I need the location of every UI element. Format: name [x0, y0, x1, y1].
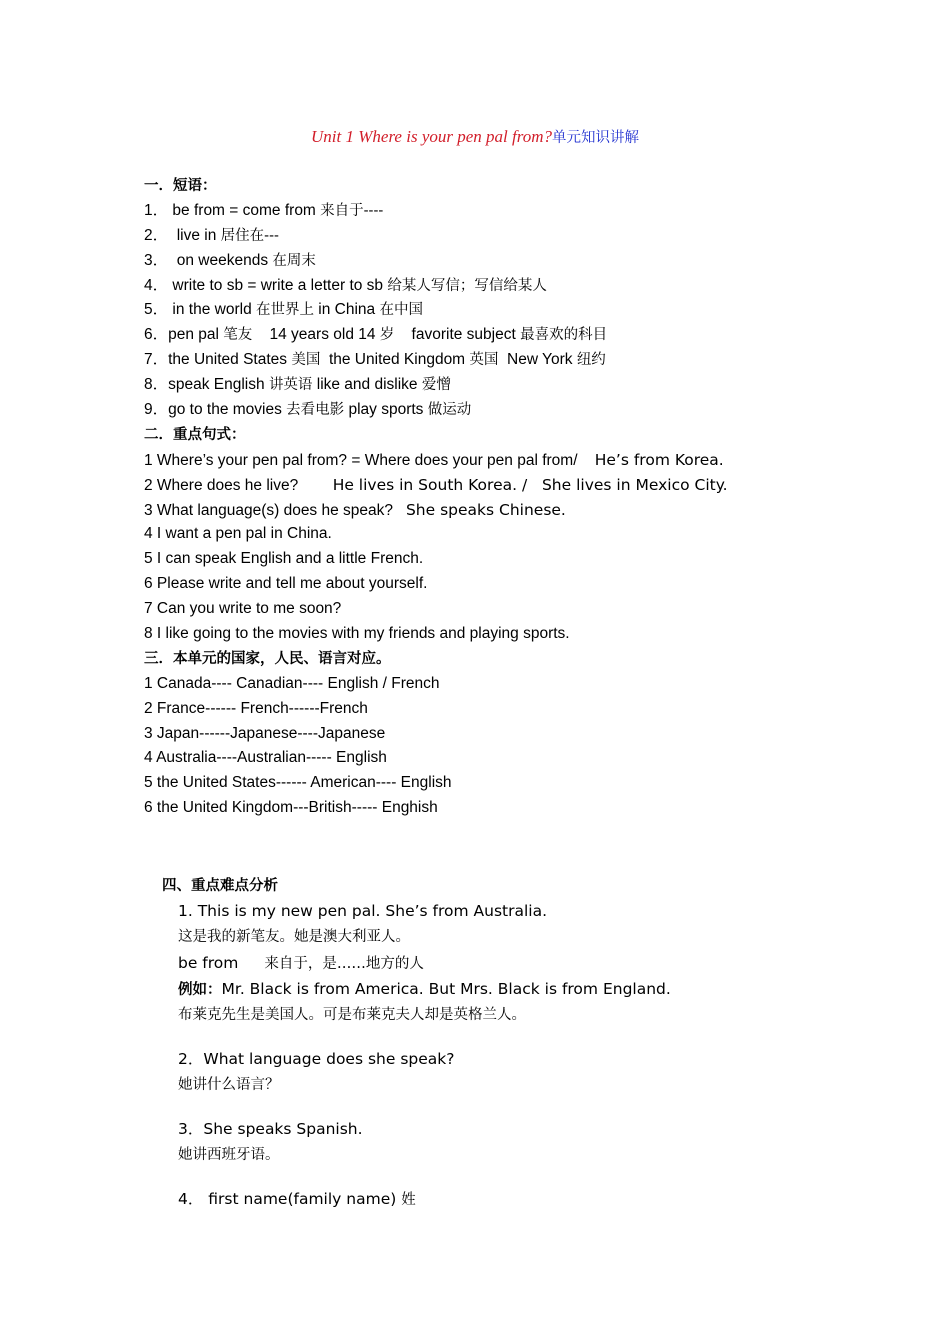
point2-sentence: 2．What language does she speak? [178, 1050, 455, 1068]
phrase-item-text: in China [314, 301, 380, 319]
country-item: 4 Australia----Australian----- English [144, 749, 387, 767]
phrase-item-text: 3． on weekends [144, 251, 273, 269]
sentence-item-text: 2 Where does he live? [144, 476, 333, 494]
sentence-item-text: She speaks Chinese. [405, 500, 566, 519]
phrase-item [144, 224, 924, 249]
country-item: 6 the United Kingdom---British----- Enghish [144, 799, 438, 817]
phrase-item [144, 348, 924, 373]
first-name-phrase: 4． first name(family name) [178, 1190, 402, 1208]
country-item: 1 Canada---- Canadian---- English / French [144, 674, 440, 692]
phrase-item-text: favorite subject [394, 326, 521, 344]
sentence-item-text: 3 What language(s) does he speak? [144, 501, 406, 519]
phrase-item-text: 在中国 [379, 302, 423, 319]
phrase-list [144, 199, 924, 423]
phrase-item-text: 最喜欢的科目 [520, 327, 608, 344]
phrase-item [144, 398, 924, 423]
point2-translation: 她讲什么语言？ [178, 1077, 280, 1093]
phrase-item [144, 298, 924, 323]
phrase-item-text: 5． in the world [144, 301, 256, 319]
section3-heading: 三．本单元的国家，人民、语言对应。 [144, 650, 391, 667]
sentence-item [144, 448, 924, 473]
section4-heading: 四、重点难点分析 [162, 878, 278, 894]
sections-1-3 [144, 174, 924, 821]
point3-translation: 她讲西班牙语。 [178, 1147, 280, 1163]
title-english: Unit 1 Where is your pen pal from? [311, 127, 552, 146]
sentence-item-text: 1 Where’s your pen pal from? = Where does your pen pal from/ [144, 451, 595, 469]
phrase-item-text: the United Kingdom [320, 351, 470, 369]
sentence-item [144, 597, 924, 622]
be-from-phrase: be from [178, 954, 239, 972]
phrase-item-text: 去看电影 [286, 402, 345, 419]
point1-example [178, 976, 922, 1002]
sentence-item-text: He’s from Korea. [594, 450, 724, 469]
phrase-item-text: 爱憎 [421, 377, 451, 394]
phrase-item-text: 美国 [291, 352, 321, 369]
section4 [162, 874, 922, 1212]
point1-translation: 这是我的新笔友。她是澳大利亚人。 [178, 929, 410, 945]
phrase-item-text: 4． write to sb = write a letter to sb [144, 276, 388, 294]
phrase-item-text: 纽约 [576, 352, 606, 369]
phrase-item-text: 英国 [469, 352, 499, 369]
phrase-item-text: 给某人写信；写信给某人 [387, 277, 547, 294]
phrase-item-text: 做运动 [427, 402, 472, 419]
phrase-item-text: 1． be from = come from [144, 201, 321, 219]
phrase-item-text: 讲英语 [268, 377, 313, 394]
section4-body [162, 898, 922, 1212]
sentence-item-text: 7 Can you write to me soon? [144, 600, 342, 618]
sentence-pattern-list [144, 448, 924, 647]
sentence-item-text: He lives in South Korea. / She lives in Mexico City. [332, 475, 728, 494]
phrase-item-text: 岁 [379, 327, 395, 344]
phrase-item-text: 7．the United States [144, 351, 292, 369]
sentence-item-text: 6 Please write and tell me about yourself. [144, 575, 428, 593]
phrase-item-text: 笔友 [223, 327, 253, 344]
first-name-meaning: 姓 [401, 1192, 416, 1208]
phrase-item-text: 在世界上 [256, 302, 314, 319]
sentence-item-text: 8 I like going to the movies with my friends and playing sports. [144, 625, 570, 643]
section2-heading: 二．重点句式： [144, 426, 246, 443]
phrase-item-text: 在周末 [272, 252, 316, 269]
be-from-meaning: 来自于，是……地方的人 [264, 956, 424, 972]
sentence-item-text: 4 I want a pen pal in China. [144, 525, 332, 543]
phrase-item-text: 8．speak English [144, 376, 269, 394]
phrase-item [144, 274, 924, 299]
point1-sentence: 1. This is my new pen pal. She’s from Australia. [178, 902, 548, 920]
phrase-item [144, 323, 924, 348]
phrase-item-text: 居住在--- [220, 227, 279, 244]
point1-phrase [178, 950, 922, 976]
document-title [0, 125, 950, 150]
phrase-item-text: 6．pen pal [144, 326, 224, 344]
phrase-item-text: play sports [344, 401, 428, 419]
sentence-item [144, 547, 924, 572]
country-people-language-list [144, 672, 924, 821]
sentence-item [144, 572, 924, 597]
phrase-item [144, 199, 924, 224]
title-chinese: 单元知识讲解 [551, 130, 639, 146]
sentence-item [144, 473, 924, 498]
phrase-item [144, 373, 924, 398]
country-item: 2 France------ French------French [144, 699, 368, 717]
phrase-item-text: 来自于---- [320, 202, 384, 219]
phrase-item-text: New York [498, 351, 577, 369]
example-label: 例如： [178, 982, 222, 998]
section1-heading: 一．短语： [144, 178, 217, 194]
sentence-item [144, 498, 924, 523]
point3-sentence: 3．She speaks Spanish. [178, 1120, 363, 1138]
country-item: 5 the United States------ American---- English [144, 774, 452, 792]
point1-example-translation: 布莱克先生是美国人。可是布莱克夫人却是英格兰人。 [178, 1007, 526, 1023]
country-item: 3 Japan------Japanese----Japanese [144, 724, 386, 742]
example-sentence: Mr. Black is from America. But Mrs. Black is from England. [221, 980, 671, 998]
sentence-item [144, 522, 924, 547]
phrase-item-text: 9．go to the movies [144, 401, 287, 419]
phrase-item-text: like and dislike [312, 376, 422, 394]
point4-phrase [178, 1186, 922, 1212]
sentence-item [144, 622, 924, 647]
phrase-item-text: 14 years old 14 [252, 326, 380, 344]
phrase-item-text: 2． live in [144, 226, 221, 244]
phrase-item [144, 249, 924, 274]
sentence-item-text: 5 I can speak English and a little French. [144, 550, 424, 568]
